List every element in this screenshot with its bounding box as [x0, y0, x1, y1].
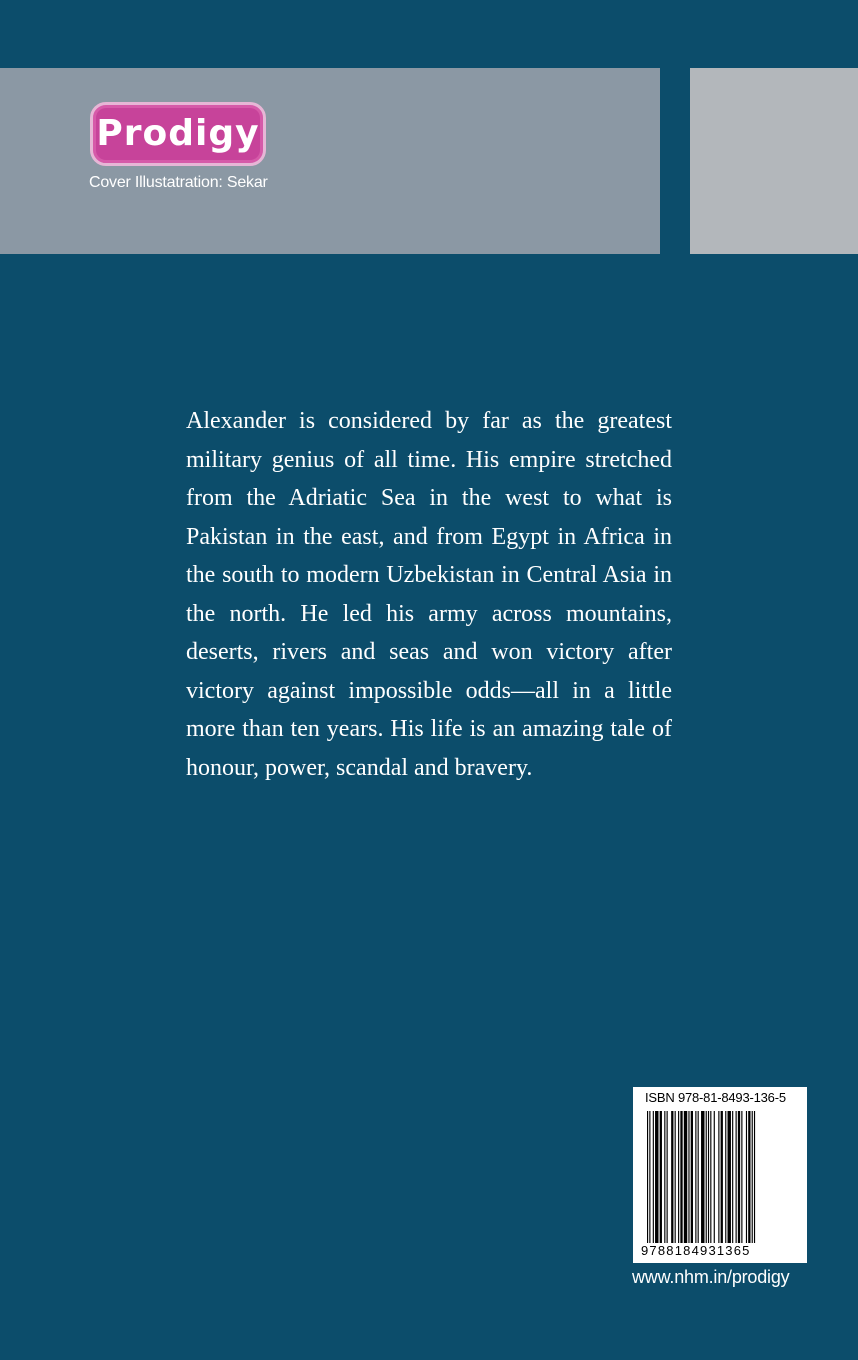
- barcode-bar: [695, 1111, 696, 1243]
- barcode-bar: [736, 1111, 737, 1243]
- barcode-bar: [738, 1111, 740, 1243]
- barcode-bar: [688, 1111, 689, 1243]
- barcode-bar: [649, 1111, 650, 1243]
- barcode-box: [633, 1087, 807, 1263]
- barcode-bar: [664, 1111, 665, 1243]
- barcode-bar: [647, 1111, 648, 1243]
- cover-credit: Cover Illustatration: Sekar: [89, 174, 268, 191]
- ean-number: 9788184931365: [641, 1243, 751, 1258]
- barcode-bar: [732, 1111, 733, 1243]
- barcode-bar: [752, 1111, 753, 1243]
- barcode-bar: [706, 1111, 707, 1243]
- barcode-bar: [714, 1111, 715, 1243]
- barcode-bar: [684, 1111, 687, 1243]
- barcode-bar: [718, 1111, 719, 1243]
- barcode-bar: [746, 1111, 747, 1243]
- barcode-bar: [691, 1111, 693, 1243]
- barcode-bar: [728, 1111, 731, 1243]
- publisher-url: www.nhm.in/prodigy: [632, 1267, 790, 1287]
- barcode-bar: [660, 1111, 662, 1243]
- barcode-bar: [680, 1111, 682, 1243]
- barcode-bar: [754, 1111, 755, 1243]
- barcode-bar: [675, 1111, 676, 1243]
- barcode-bar: [741, 1111, 742, 1243]
- isbn-label: ISBN 978-81-8493-136-5: [645, 1090, 786, 1105]
- barcode-bar: [678, 1111, 679, 1243]
- barcode-icon: [647, 1111, 793, 1243]
- logo-text: Prodigy: [96, 112, 260, 154]
- barcode-bar: [725, 1111, 726, 1243]
- barcode-bar: [667, 1111, 668, 1243]
- barcode-bar: [653, 1111, 654, 1243]
- barcode-bar: [748, 1111, 750, 1243]
- barcode-bar: [710, 1111, 711, 1243]
- prodigy-logo: [90, 102, 266, 166]
- barcode-bar: [708, 1111, 709, 1243]
- barcode-bar: [701, 1111, 704, 1243]
- barcode-bar: [721, 1111, 723, 1243]
- back-cover-blurb: Alexander is considered by far as the greatest military genius of all time. His empire stretched from the Adriatic Sea in the west to what is Pakistan in the east, and from Egypt in Africa in the south to modern Uzbekistan in Central Asia in the north. He led his army across mountains, deserts, rivers and seas and won victory after victory against impossible odds—all in a little more than ten years. His life is an amazing tale of honour, power, scandal and bravery.: [186, 408, 672, 781]
- barcode-bar: [698, 1111, 699, 1243]
- barcode-bar: [655, 1111, 658, 1243]
- barcode-bar: [671, 1111, 673, 1243]
- side-band: [690, 68, 858, 254]
